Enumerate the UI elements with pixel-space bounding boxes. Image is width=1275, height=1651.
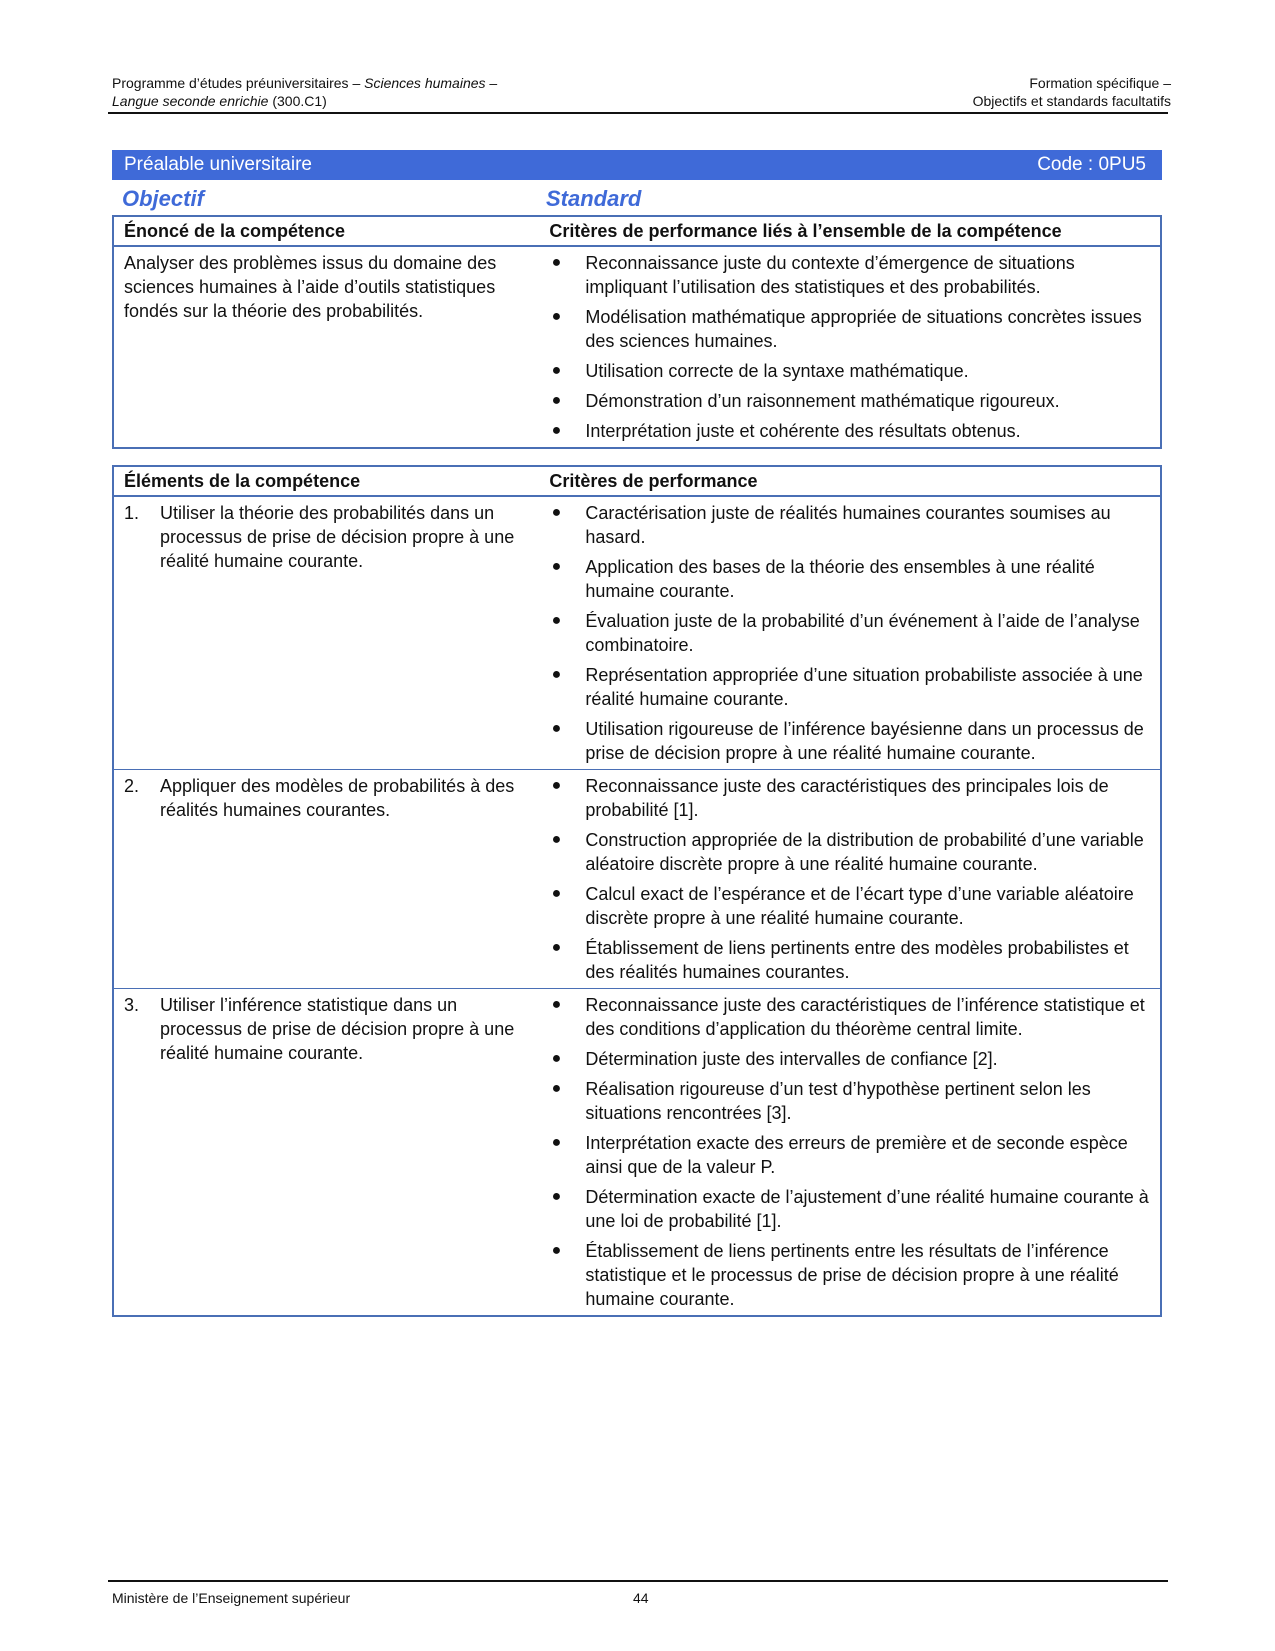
page-number: 44 — [633, 1590, 649, 1606]
element-2-criteria — [549, 774, 1150, 984]
table-row — [113, 496, 1161, 770]
list-item: ● Interprétation exacte des erreurs de première et de seconde espèce ainsi que de la valeur P. — [549, 1131, 1150, 1179]
element-text: Appliquer des modèles de probabilités à des réalités humaines courantes. — [160, 776, 515, 820]
list-item: ● Caractérisation juste de réalités humaines courantes soumises au hasard. — [549, 501, 1150, 549]
element-3 — [124, 993, 529, 1065]
element-2 — [124, 774, 529, 822]
list-item: ● Établissement de liens pertinents entre les résultats de l’inférence statistique et le processus de prise de décision propre à une réalité humaine courante. — [549, 1239, 1150, 1311]
banner-title: Préalable universitaire — [124, 154, 312, 175]
bullet-icon: ● — [551, 777, 562, 794]
bullet-icon: ● — [551, 422, 562, 439]
element-text: Utiliser la théorie des probabilités dans un processus de prise de décision propre à une réalité humaine courante. — [160, 503, 515, 571]
header-program-line — [112, 74, 497, 92]
header-program-suffix: – — [485, 75, 498, 91]
header-rule — [108, 112, 1168, 114]
bullet-icon: ● — [551, 504, 562, 521]
list-item: ● Construction appropriée de la distribution de probabilité d’une variable aléatoire discrète propre à une réalité humaine courante. — [549, 828, 1150, 876]
banner-code: Code : 0PU5 — [1037, 154, 1146, 175]
footer-rule — [108, 1580, 1168, 1582]
footer-ministry: Ministère de l’Enseignement supérieur — [112, 1590, 351, 1606]
element-text: Utiliser l’inférence statistique dans un processus de prise de décision propre à une réalité humaine courante. — [160, 995, 515, 1063]
bullet-icon: ● — [551, 831, 562, 848]
list-item: ● Détermination exacte de l’ajustement d’une réalité humaine courante à une loi de probabilité [1]. — [549, 1185, 1150, 1233]
elements-criteria-header: Critères de performance — [539, 466, 1161, 496]
element-1-criteria — [549, 501, 1150, 765]
competency-table — [112, 215, 1162, 449]
bullet-icon: ● — [551, 885, 562, 902]
element-number: 1. — [124, 503, 140, 523]
bullet-icon: ● — [551, 1050, 562, 1067]
header-section: Objectifs et standards facultatifs — [972, 93, 1171, 109]
element-3-criteria — [549, 993, 1150, 1311]
bullet-icon: ● — [551, 666, 562, 683]
bullet-icon: ● — [551, 362, 562, 379]
element-number: 2. — [124, 776, 140, 796]
bullet-icon: ● — [551, 392, 562, 409]
header-language-line — [112, 92, 327, 110]
elements-table — [112, 465, 1162, 1317]
list-item: ● Représentation appropriée d’une situation probabiliste associée à une réalité humaine courante. — [549, 663, 1150, 711]
header-program-prefix: Programme d’études préuniversitaires – — [112, 75, 365, 91]
bullet-icon: ● — [551, 720, 562, 737]
competency-statement: Analyser des problèmes issus du domaine des sciences humaines à l’aide d’outils statistiques fondés sur la théorie des probabilités. — [124, 253, 497, 321]
section-subtitles — [112, 185, 1162, 213]
bullet-icon: ● — [551, 939, 562, 956]
bullet-icon: ● — [551, 1134, 562, 1151]
list-item: ● Calcul exact de l’espérance et de l’écart type d’une variable aléatoire discrète propre à une réalité humaine courante. — [549, 882, 1150, 930]
list-item: ● Interprétation juste et cohérente des résultats obtenus. — [549, 419, 1150, 443]
list-item: ● Reconnaissance juste des caractéristiques de l’inférence statistique et des conditions d’application du théorème central limite. — [549, 993, 1150, 1041]
table-row — [113, 989, 1161, 1317]
overall-criteria-header: Critères de performance liés à l’ensemble de la compétence — [539, 216, 1161, 246]
list-item: ● Utilisation rigoureuse de l’inférence bayésienne dans un processus de prise de décision propre à une réalité humaine courante. — [549, 717, 1150, 765]
header-program-code: (300.C1) — [268, 93, 327, 109]
element-1 — [124, 501, 529, 573]
table-row — [113, 770, 1161, 989]
list-item: ● Modélisation mathématique appropriée de situations concrètes issues des sciences humaines. — [549, 305, 1150, 353]
list-item: ● Détermination juste des intervalles de confiance [2]. — [549, 1047, 1150, 1071]
objective-heading: Objectif — [122, 186, 204, 211]
bullet-icon: ● — [551, 254, 562, 271]
bullet-icon: ● — [551, 308, 562, 325]
elements-header: Éléments de la compétence — [113, 466, 539, 496]
list-item: ● Réalisation rigoureuse d’un test d’hypothèse pertinent selon les situations rencontrées [3]. — [549, 1077, 1150, 1125]
standard-heading: Standard — [546, 186, 642, 211]
overall-criteria-list — [549, 251, 1150, 443]
list-item: ● Utilisation correcte de la syntaxe mathématique. — [549, 359, 1150, 383]
header-language: Langue seconde enrichie — [112, 93, 269, 109]
bullet-icon: ● — [551, 1188, 562, 1205]
header-program-name: Sciences humaines — [364, 75, 486, 91]
list-item: ● Évaluation juste de la probabilité d’un événement à l’aide de l’analyse combinatoire. — [549, 609, 1150, 657]
element-number: 3. — [124, 995, 140, 1015]
list-item: ● Reconnaissance juste du contexte d’émergence de situations impliquant l’utilisation des statistiques et des probabilités. — [549, 251, 1150, 299]
competency-banner — [112, 150, 1162, 180]
list-item: ● Reconnaissance juste des caractéristiques des principales lois de probabilité [1]. — [549, 774, 1150, 822]
bullet-icon: ● — [551, 996, 562, 1013]
list-item: ● Application des bases de la théorie des ensembles à une réalité humaine courante. — [549, 555, 1150, 603]
list-item: ● Démonstration d’un raisonnement mathématique rigoureux. — [549, 389, 1150, 413]
bullet-icon: ● — [551, 1242, 562, 1259]
list-item: ● Établissement de liens pertinents entre des modèles probabilistes et des réalités humaines courantes. — [549, 936, 1150, 984]
header-training-type: Formation spécifique – — [1029, 75, 1171, 91]
bullet-icon: ● — [551, 612, 562, 629]
bullet-icon: ● — [551, 1080, 562, 1097]
bullet-icon: ● — [551, 558, 562, 575]
statement-header: Énoncé de la compétence — [113, 216, 539, 246]
